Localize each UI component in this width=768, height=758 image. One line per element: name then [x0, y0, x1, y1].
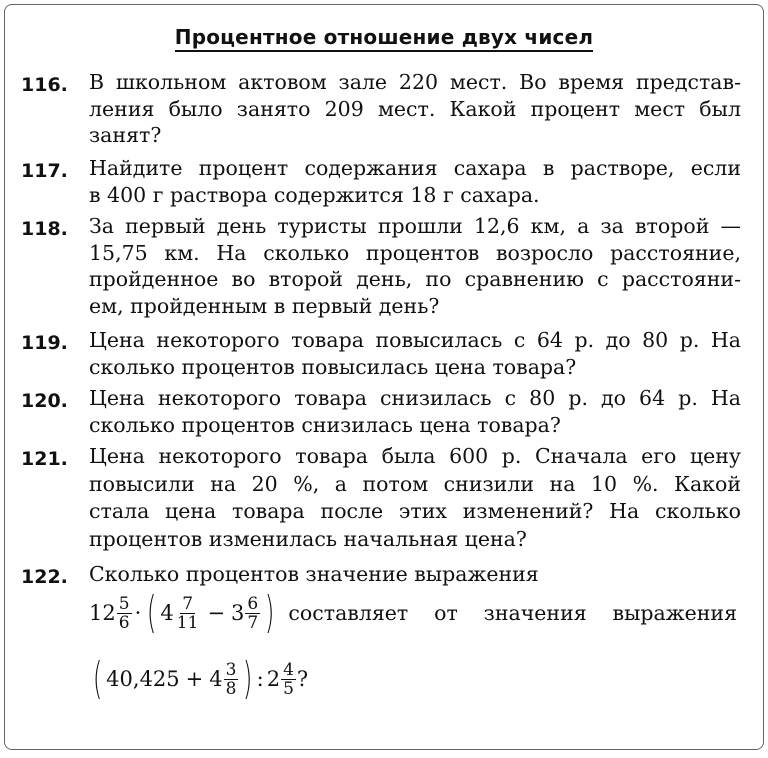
decimal-number: 40,425 — [106, 667, 180, 691]
whole-part: 4 — [160, 601, 174, 625]
fraction — [175, 595, 201, 632]
expression-1 — [89, 587, 737, 638]
textbook-page — [4, 4, 764, 750]
fraction — [117, 595, 132, 632]
problem-120 — [21, 385, 741, 438]
problem-number: 117. — [21, 160, 68, 182]
problem-number: 120. — [21, 390, 68, 412]
open-paren: ( — [92, 653, 103, 704]
problem-121 — [21, 443, 741, 553]
problem-line: Цена некоторого товара была 600 р. Сначала его цену — [89, 444, 741, 468]
problem-line: ем, пройденным в первый день? — [89, 293, 440, 318]
denominator: 6 — [118, 612, 130, 633]
plus-sign: + — [185, 667, 204, 691]
problem-119 — [21, 327, 741, 380]
problem-number: 116. — [21, 74, 68, 96]
fraction — [224, 661, 239, 698]
minus-sign: − — [207, 601, 226, 625]
numerator: 7 — [182, 593, 194, 614]
problem-line: В школьном актовом зале 220 мест. Во время представ- — [89, 70, 741, 94]
numerator: 4 — [283, 659, 294, 680]
expression-2 — [89, 653, 309, 704]
question-mark: ? — [296, 667, 309, 691]
numerator: 6 — [247, 593, 259, 614]
problem-line: в 400 г раствора содержится 18 г сахара. — [89, 182, 540, 207]
whole-part: 3 — [231, 601, 245, 625]
problem-line: сколько процентов повысилась цена товара? — [89, 354, 577, 379]
numerator: 5 — [118, 593, 130, 614]
fraction — [281, 661, 296, 698]
fraction — [245, 595, 260, 632]
problem-line: Сколько процентов значение выражения — [89, 562, 539, 586]
problem-number: 122. — [21, 566, 68, 588]
problem-number: 119. — [21, 332, 68, 354]
problem-116 — [21, 69, 741, 149]
problem-line: 15,75 км. На сколько процентов возросло расстояние, — [89, 240, 741, 265]
problem-number: 121. — [21, 448, 68, 470]
section-heading — [5, 25, 763, 49]
problem-line: сколько процентов снизилась цена товара? — [89, 412, 561, 437]
whole-part: 12 — [89, 601, 116, 625]
problem-line: ления было занято 209 мест. Какой процент мест был — [89, 96, 741, 121]
whole-part: 2 — [266, 667, 281, 691]
problem-line: Цена некоторого товара повысилась с 64 р. до 80 р. На — [89, 328, 741, 352]
section-title: Процентное отношение двух чисел — [175, 25, 593, 52]
problem-line: пройденное во второй день, по сравнению с расстояни- — [89, 267, 741, 291]
numerator: 3 — [225, 659, 237, 680]
denominator: 8 — [225, 678, 237, 699]
expression-tail-text: составляет от значения выражения — [288, 601, 737, 625]
division-colon: : — [256, 667, 264, 691]
denominator: 5 — [283, 678, 294, 699]
problem-line: стала цена товара после этих изменений? На сколько — [89, 499, 741, 523]
problem-line: За первый день туристы прошли 12,6 км, а за второй — — [89, 214, 741, 238]
problem-line: занят? — [89, 123, 162, 147]
problem-118 — [21, 213, 741, 319]
problem-line: Найдите процент содержания сахара в растворе, если — [89, 156, 741, 180]
whole-part: 4 — [209, 667, 223, 691]
problem-122 — [21, 561, 741, 588]
open-paren: ( — [147, 587, 157, 638]
problem-line: Цена некоторого товара снизилась с 80 р. до 64 р. На — [89, 386, 741, 410]
problem-number: 118. — [21, 218, 68, 240]
denominator: 7 — [247, 612, 259, 633]
denominator: 11 — [176, 612, 199, 633]
problem-line: повысили на 20 %, а потом снизили на 10 %. Какой — [89, 471, 741, 496]
multiply-dot: · — [134, 601, 142, 625]
problem-117 — [21, 155, 741, 208]
close-paren: ) — [243, 653, 253, 704]
close-paren: ) — [265, 587, 275, 638]
problem-line: процентов изменилась начальная цена? — [89, 526, 527, 551]
